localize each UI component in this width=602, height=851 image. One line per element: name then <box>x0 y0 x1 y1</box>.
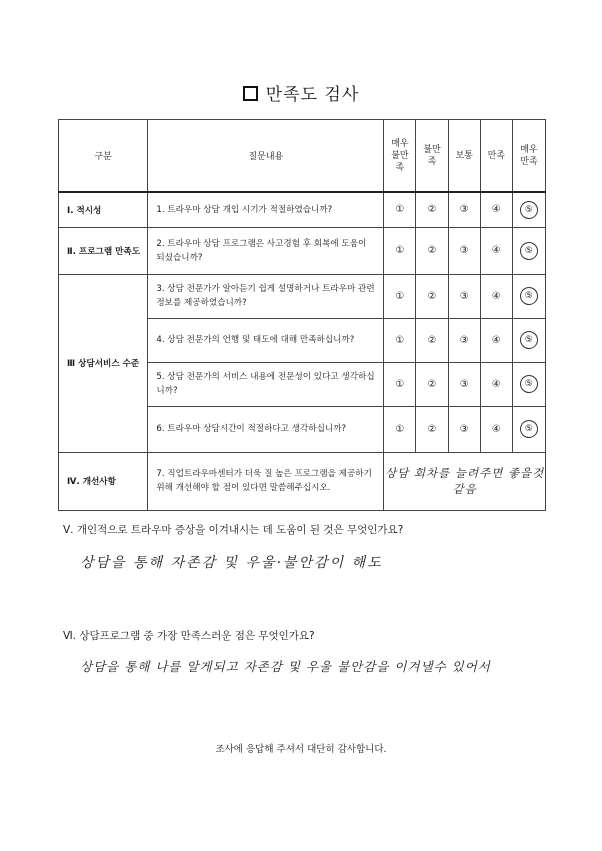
choice-4[interactable]: ④ <box>480 362 512 406</box>
header-option-2: 불만 족 <box>423 144 441 167</box>
choice-5-selected[interactable] <box>512 318 545 362</box>
circled-selection: ⑤ <box>519 330 539 350</box>
choice-2[interactable]: ② <box>416 318 448 362</box>
row-question: 2. 트라우마 상담 프로그램은 사고경험 후 회복에 도움이 되셨습니까? <box>148 227 384 274</box>
question-6: Ⅵ. 상담프로그램 중 가장 만족스러운 점은 무엇인가요? <box>63 630 315 642</box>
choice-1[interactable]: ① <box>384 192 416 227</box>
choice-4[interactable]: ④ <box>480 227 512 274</box>
choice-3[interactable]: ③ <box>448 192 480 227</box>
circled-selection: ⑤ <box>519 200 539 220</box>
choice-1[interactable]: ① <box>384 362 416 406</box>
header-option-1: 매우 불만 족 <box>391 138 409 173</box>
answer-6: 상담을 통해 나를 알게되고 자존감 및 우울 불안감을 이겨낼수 있어서 <box>80 659 491 674</box>
header-option-4: 만족 <box>487 150 505 161</box>
choice-5-selected[interactable] <box>512 192 545 227</box>
row-category: Ⅳ. 개선사항 <box>59 452 148 510</box>
choice-5-selected[interactable] <box>512 406 545 452</box>
circled-selection: ⑤ <box>519 286 539 306</box>
circled-selection: ⑤ <box>519 374 539 394</box>
row-question: 7. 직업트라우마센터가 더욱 질 높은 프로그램을 제공하기 위해 개선해야 할 점이 있다면 말씀해주십시오. <box>148 452 384 510</box>
circled-selection: ⑤ <box>519 240 539 260</box>
row-question: 1. 트라우마 상담 개입 시기가 적절하였습니까? <box>148 192 384 227</box>
row-question: 4. 상담 전문가의 언행 및 태도에 대해 만족하십니까? <box>148 318 384 362</box>
choice-5-selected[interactable] <box>512 362 545 406</box>
row-question: 5. 상담 전문가의 서비스 내용에 전문성이 있다고 생각하십니까? <box>148 362 384 406</box>
choice-5-selected[interactable] <box>512 227 545 274</box>
choice-3[interactable]: ③ <box>448 318 480 362</box>
choice-3[interactable]: ③ <box>448 362 480 406</box>
choice-3[interactable]: ③ <box>448 406 480 452</box>
row-category: Ⅲ 상담서비스 수준 <box>59 274 148 452</box>
choice-1[interactable]: ① <box>384 274 416 318</box>
title-text: 만족도 검사 <box>265 85 360 105</box>
improvement-answer: 상담 회차를 늘려주면 좋을것 같음 <box>385 466 545 496</box>
choice-4[interactable]: ④ <box>480 274 512 318</box>
row-question: 6. 트라우마 상담시간이 적절하다고 생각하십니까? <box>148 406 384 452</box>
choice-2[interactable]: ② <box>416 192 448 227</box>
answer-5: 상담을 통해 자존감 및 우울·불안감이 해도 <box>80 555 383 571</box>
table-row <box>59 227 546 274</box>
row-category: Ⅰ. 적시성 <box>59 192 148 227</box>
row-question: 3. 상담 전문가가 알아듣기 쉽게 설명하거나 트라우마 관련 정보를 제공하였습니까? <box>148 274 384 318</box>
header-row <box>59 120 546 193</box>
header-question: 질문내용 <box>148 120 384 193</box>
table-row <box>59 452 546 510</box>
header-category: 구분 <box>59 120 148 193</box>
choice-3[interactable]: ③ <box>448 274 480 318</box>
circled-selection: ⑤ <box>519 419 539 439</box>
choice-4[interactable]: ④ <box>480 192 512 227</box>
table-row <box>59 192 546 227</box>
closing-message: 조사에 응답해 주셔서 대단히 감사합니다. <box>215 744 387 755</box>
choice-1[interactable]: ① <box>384 406 416 452</box>
question-5: Ⅴ. 개인적으로 트라우마 증상을 이겨내시는 데 도움이 된 것은 무엇인가요? <box>63 524 404 536</box>
choice-1[interactable]: ① <box>384 318 416 362</box>
checkbox-square-icon <box>243 86 258 101</box>
improvement-answer-cell[interactable] <box>384 452 546 510</box>
choice-4[interactable]: ④ <box>480 406 512 452</box>
table-row <box>59 274 546 318</box>
choice-3[interactable]: ③ <box>448 227 480 274</box>
choice-2[interactable]: ② <box>416 362 448 406</box>
survey-title <box>0 80 602 105</box>
choice-2[interactable]: ② <box>416 406 448 452</box>
header-option-5: 매우 만족 <box>520 144 538 167</box>
row-category: Ⅱ. 프로그램 만족도 <box>59 227 148 274</box>
satisfaction-table <box>58 119 546 511</box>
choice-1[interactable]: ① <box>384 227 416 274</box>
choice-4[interactable]: ④ <box>480 318 512 362</box>
header-option-3: 보통 <box>455 150 473 161</box>
choice-2[interactable]: ② <box>416 227 448 274</box>
choice-5-selected[interactable] <box>512 274 545 318</box>
choice-2[interactable]: ② <box>416 274 448 318</box>
